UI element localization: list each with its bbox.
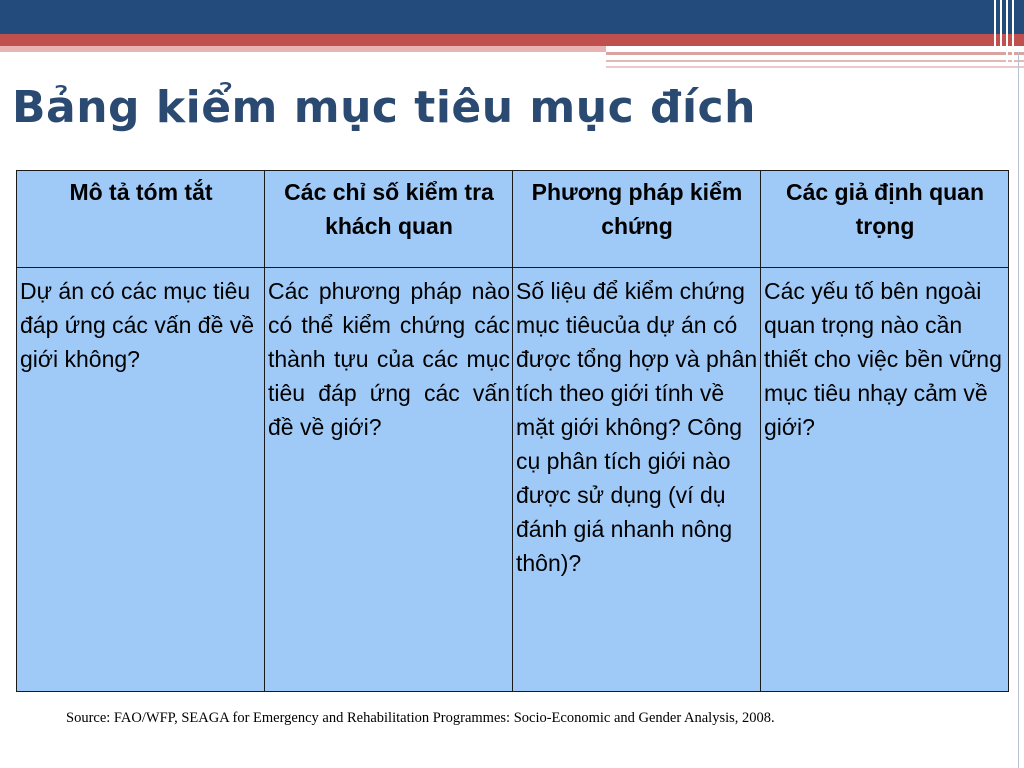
header-cell-summary: Mô tả tóm tắt <box>17 171 265 268</box>
header-cell-verification: Phương pháp kiểm chứng <box>513 171 761 268</box>
header-band-blue <box>0 0 1024 34</box>
page-title: Bảng kiểm mục tiêu mục đích <box>12 82 756 133</box>
cell-assumptions: Các yếu tố bên ngoài quan trọng nào cần thiết cho việc bền vững mục tiêu nhạy cảm về giới? <box>761 268 1009 692</box>
header-deco-line-3 <box>606 66 1024 68</box>
header-cell-assumptions: Các giả định quan trọng <box>761 171 1009 268</box>
header-stripe-1 <box>994 0 996 52</box>
header-deco-line-2 <box>606 60 1024 62</box>
logframe-table <box>16 170 1009 692</box>
header-cell-indicators: Các chỉ số kiểm tra khách quan <box>265 171 513 268</box>
cell-indicators: Các phương pháp nào có thể kiểm chứng các thành tựu của các mục tiêu đáp ứng các vấn đề về giới? <box>265 268 513 692</box>
right-edge-line <box>1018 52 1019 768</box>
header-deco-line-1 <box>606 52 1024 55</box>
table-row <box>17 268 1009 692</box>
header-band-red <box>0 34 1024 46</box>
cell-summary: Dự án có các mục tiêu đáp ứng các vấn đề về giới không? <box>17 268 265 692</box>
header-stripe-3 <box>1006 0 1008 66</box>
table-header-row <box>17 171 1009 268</box>
cell-verification: Số liệu để kiểm chứng mục tiêucủa dự án có được tổng hợp và phân tích theo giới tính về mặt giới không? Công cụ phân tích giới nào được sử dụng (ví dụ đánh giá nhanh nông thôn)? <box>513 268 761 692</box>
header-deco-white <box>606 46 1024 68</box>
header-stripe-4 <box>1012 0 1014 66</box>
header-stripe-2 <box>1000 0 1002 52</box>
source-note: Source: FAO/WFP, SEAGA for Emergency and Rehabilitation Programmes: Socio-Economic and Gender Analysis, 2008. <box>66 710 775 726</box>
